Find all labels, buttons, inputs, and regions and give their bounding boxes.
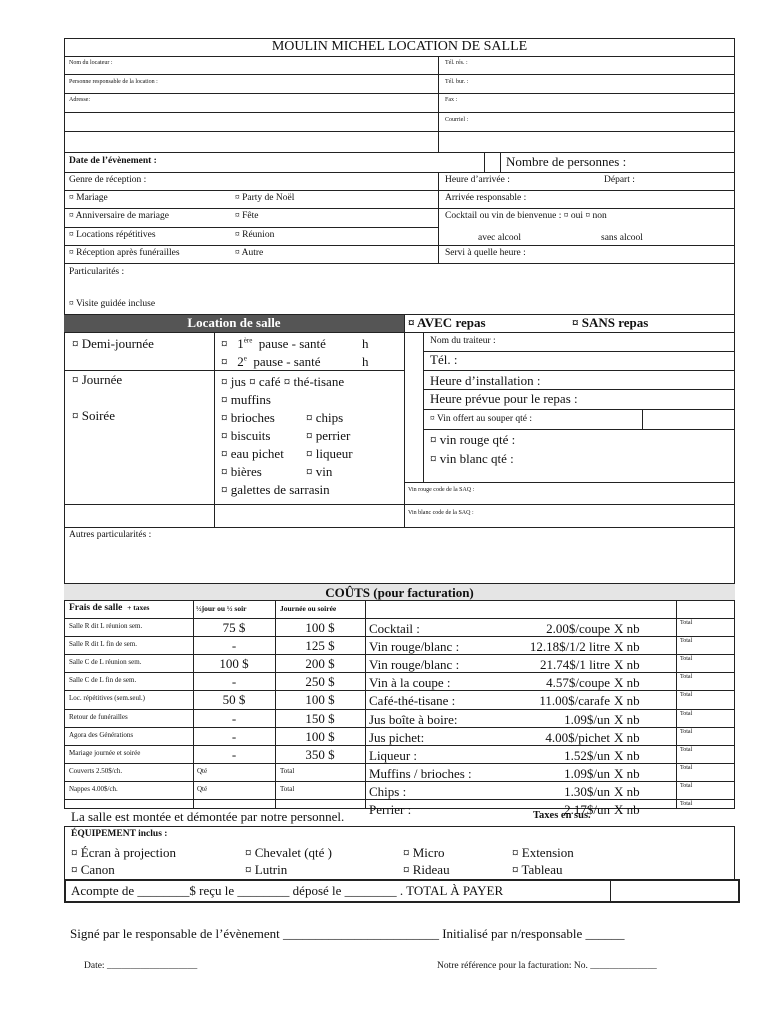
pause-2-hour: h [362,354,369,369]
drink-name: Vin rouge/blanc : [369,657,460,673]
particularites-label[interactable]: Particularités : [69,267,125,277]
cost-demi-value: - [231,674,237,690]
equip-ecran[interactable]: ¤ Écran à projection [71,845,177,860]
servi-heure-label[interactable]: Servi à quelle heure : [445,248,526,258]
cost-demi-value: 100 $ [219,656,249,672]
montee-note: La salle est montée et démontée par notre personnel. [71,809,345,824]
drink-nb: X nb [614,675,640,691]
duration-journee[interactable]: ¤ Journée [72,372,123,387]
row-divider [64,727,735,728]
responsable-field[interactable]: Personne responsable de la location : [69,79,158,85]
extra-perrier[interactable]: ¤ perrier [306,428,351,443]
reference-line[interactable]: Notre référence pour la facturation: No. ______________ [437,961,657,971]
row-divider [64,745,735,746]
drink-total-label[interactable]: Total [680,674,693,681]
equip-extension[interactable]: ¤ Extension [512,845,574,860]
option-reunion[interactable]: ¤ Réunion [235,230,275,240]
drink-nb: X nb [614,802,640,817]
costs-header: COÛTS (pour facturation) [325,585,474,600]
row-divider [64,763,735,764]
drink-price: 21.74$/1 litre [539,657,610,673]
repas-time-field[interactable]: Heure prévue pour le repas : [430,391,578,406]
drink-name: Cocktail : [369,621,420,636]
drink-price: 2.00$/coupe [546,621,610,636]
cost-jour-value: 100 $ [305,620,335,635]
pause-1-option[interactable]: ¤ 1ère pause - santé [221,336,326,351]
cost-jour-value: 125 $ [305,638,335,654]
installation-time-field[interactable]: Heure d’installation : [430,373,541,388]
cost-row-label: Retour de funérailles [69,712,128,721]
extra-chips[interactable]: ¤ chips [306,410,344,425]
drink-nb: X nb [614,657,640,673]
cost-demi-value: - [231,728,237,744]
drink-price: 11.00$/carafe [539,693,610,709]
drink-nb: X nb [614,639,640,655]
journee-header: Journée ou soirée [280,604,337,613]
acompte-line[interactable]: Acompte de ________$ reçu le ________ déposé le ________ . TOTAL À PAYER [71,883,504,898]
fax-field[interactable]: Fax : [445,97,458,103]
tel-res-field[interactable]: Tél. rés. : [445,60,468,66]
drink-name: Café-thé-tisane : [369,693,456,709]
traiteur-tel-field[interactable]: Tél. : [430,352,458,367]
arrival-responsable-label[interactable]: Arrivée responsable : [445,193,527,203]
drink-price: 1.09$/un [564,765,610,781]
extra-galettes[interactable]: ¤ galettes de sarrasin [221,482,330,497]
row-divider [64,672,735,673]
drink-total-label[interactable]: Total [680,656,693,663]
saq-rouge-field[interactable]: Vin rouge code de la SAQ : [408,487,475,493]
row-divider [64,618,735,619]
duration-soiree[interactable]: ¤ Soirée [72,408,115,423]
cocktail-welcome-option[interactable]: Cocktail ou vin de bienvenue : ¤ oui ¤ non [445,211,607,221]
drink-name: Vin rouge/blanc : [369,639,460,655]
locataire-name-field[interactable]: Nom du locateur : [69,60,113,66]
equip-canon[interactable]: ¤ Canon [71,862,115,877]
avec-repas-option[interactable]: ¤ AVEC repas [408,315,486,330]
row-divider [64,799,735,800]
row-divider [64,690,735,691]
duration-demi-journee[interactable]: ¤ Demi-journée [72,336,154,351]
cost-row-label: Couverts 2.50$/ch. [69,766,123,775]
drink-price: 12.18$/1/2 litre [529,639,610,655]
vin-blanc-option[interactable]: ¤ vin blanc qté : [430,451,514,466]
form-frame [64,38,735,584]
cost-row-label: Salle C de L réunion sem. [69,658,142,667]
drink-nb: X nb [614,783,640,799]
date-line[interactable]: Date: ___________________ [84,961,198,971]
drink-name: Muffins / brioches : [369,765,472,781]
saq-blanc-field[interactable]: Vin blanc code de la SAQ : [408,510,474,516]
tel-bur-field[interactable]: Tél. bur. : [445,79,469,85]
drink-total-label[interactable]: Total [680,638,693,645]
drink-price: 4.00$/pichet [545,729,610,745]
extra-liqueur[interactable]: ¤ liqueur [306,446,353,461]
pause-2-option[interactable]: ¤ 2e pause - santé [221,354,321,369]
cost-row-label: Salle R dit L réunion sem. [69,622,143,630]
cost-jour-value: 100 $ [305,728,335,744]
cost-qte-label: Qté [197,784,208,793]
frais-salle-header: Frais de salle + taxes [69,603,150,613]
drink-price: 1.52$/un [564,747,610,763]
cost-demi-value: 75 $ [222,620,246,635]
cost-demi-value: - [231,710,237,726]
cost-row-label: Nappes 4.00$/ch. [69,784,118,793]
cost-jour-value: 200 $ [305,656,335,672]
drink-name: Liqueur : [369,747,418,763]
row-divider [64,654,735,655]
genre-label: Genre de réception : [69,175,147,185]
drink-nb: X nb [614,621,640,636]
equipment-header: ÉQUIPEMENT inclus : [71,829,168,839]
equip-lutrin[interactable]: ¤ Lutrin [245,862,288,877]
drink-total-label[interactable]: Total [680,764,693,771]
extra-brioches[interactable]: ¤ brioches [221,410,275,425]
drink-price: 2.17$/un [564,802,610,817]
cost-jour-value: 250 $ [305,674,335,690]
equip-chevalet[interactable]: ¤ Chevalet (qté ) [245,845,332,860]
drink-nb: X nb [614,729,640,745]
drink-name: Vin à la coupe : [369,675,451,691]
location-header: Location de salle [187,315,281,330]
drink-price: 1.09$/un [564,711,610,727]
cost-row-label: Loc. répétitives (sem.seul.) [69,694,146,703]
equip-micro[interactable]: ¤ Micro [403,845,445,860]
cost-row-label: Salle R dit L fin de sem. [69,640,137,649]
form-title: MOULIN MICHEL LOCATION DE SALLE [271,39,528,54]
drink-total-label[interactable]: Total [680,692,693,699]
extra-jus-cafe-the[interactable]: ¤ jus ¤ café ¤ thé-tisane [221,374,345,389]
persons-label: Nombre de personnes : [506,154,627,169]
drink-nb: X nb [614,765,640,781]
address-field[interactable]: Adresse: [69,97,90,103]
row-divider [64,709,735,710]
drink-nb: X nb [614,693,640,709]
cost-demi-value: - [231,746,237,762]
drink-total-label[interactable]: Total [680,620,693,626]
cost-total-label: Total [280,766,295,775]
cost-row-label: Salle C de L fin de sem. [69,676,137,685]
row-divider [64,636,735,637]
extra-eau-pichet[interactable]: ¤ eau pichet [221,446,284,461]
cost-demi-value: 50 $ [222,692,246,708]
cost-demi-value: - [231,638,237,654]
extra-biscuits[interactable]: ¤ biscuits [221,428,271,443]
drink-nb: X nb [614,747,640,763]
cost-jour-value: 150 $ [305,710,335,726]
option-funerailles[interactable]: ¤ Réception après funérailles [69,248,180,258]
drink-total-label[interactable]: Total [680,710,693,717]
drink-total-label[interactable]: Total [680,801,693,807]
event-date-label: Date de l’évènement : [69,156,157,166]
option-fete[interactable]: ¤ Fête [235,211,259,221]
traiteur-name-field[interactable]: Nom du traiteur : [430,336,496,346]
avec-alcool-label: avec alcool [478,233,521,243]
cost-jour-value: 100 $ [305,692,335,708]
sans-alcool-label: sans alcool [601,233,643,243]
drink-total-label[interactable]: Total [680,746,693,753]
drink-name: Jus pichet: [369,729,425,745]
drink-price: 4.57$/coupe [546,675,610,691]
extra-bieres[interactable]: ¤ bières [221,464,262,479]
pause-1-hour: h [362,336,369,351]
option-anniversaire[interactable]: ¤ Anniversaire de mariage [69,211,169,221]
option-party-noel[interactable]: ¤ Party de Noël [235,193,295,203]
cost-total-label: Total [280,784,295,793]
cost-qte-label: Qté [197,766,208,775]
drink-total-label[interactable]: Total [680,728,693,735]
cost-row-label: Mariage journée et soirée [69,748,141,757]
equip-tableau[interactable]: ¤ Tableau [512,862,563,877]
signature-line[interactable]: Signé par le responsable de l’évènement ________________________ Initialisé par n/responsable ______ [70,926,625,941]
option-autre[interactable]: ¤ Autre [235,248,264,258]
drink-name: Chips : [369,783,407,799]
drink-price: 1.30$/un [564,783,610,799]
visite-guidee-option[interactable]: ¤ Visite guidée incluse [69,299,156,309]
sans-repas-option[interactable]: ¤ SANS repas [572,315,649,330]
cost-row-label: Agora des Générations [69,730,134,739]
vin-offert-option[interactable]: ¤ Vin offert au souper qté : [430,414,532,424]
vin-rouge-option[interactable]: ¤ vin rouge qté : [430,432,516,447]
arrival-time-label[interactable]: Heure d’arrivée : [445,175,510,185]
option-mariage[interactable]: ¤ Mariage [69,193,108,203]
drink-name: Perrier : [369,802,412,817]
option-locations-repetitives[interactable]: ¤ Locations répétitives [69,230,156,240]
cost-jour-value: 350 $ [305,746,335,762]
equip-rideau[interactable]: ¤ Rideau [403,862,450,877]
demi-jour-header: ½jour ou ½ soir [196,604,247,613]
extra-vin[interactable]: ¤ vin [306,464,333,479]
extra-muffins[interactable]: ¤ muffins [221,392,271,407]
depart-label[interactable]: Départ : [604,175,635,185]
courriel-field[interactable]: Courriel : [445,117,469,123]
taxes-note: Taxes en sus. [533,810,591,821]
drink-nb: X nb [614,711,640,727]
drink-total-label[interactable]: Total [680,782,693,789]
row-divider [64,781,735,782]
drink-name: Jus boîte à boire: [369,711,458,727]
autres-particularites-field[interactable]: Autres particularités : [69,530,152,540]
